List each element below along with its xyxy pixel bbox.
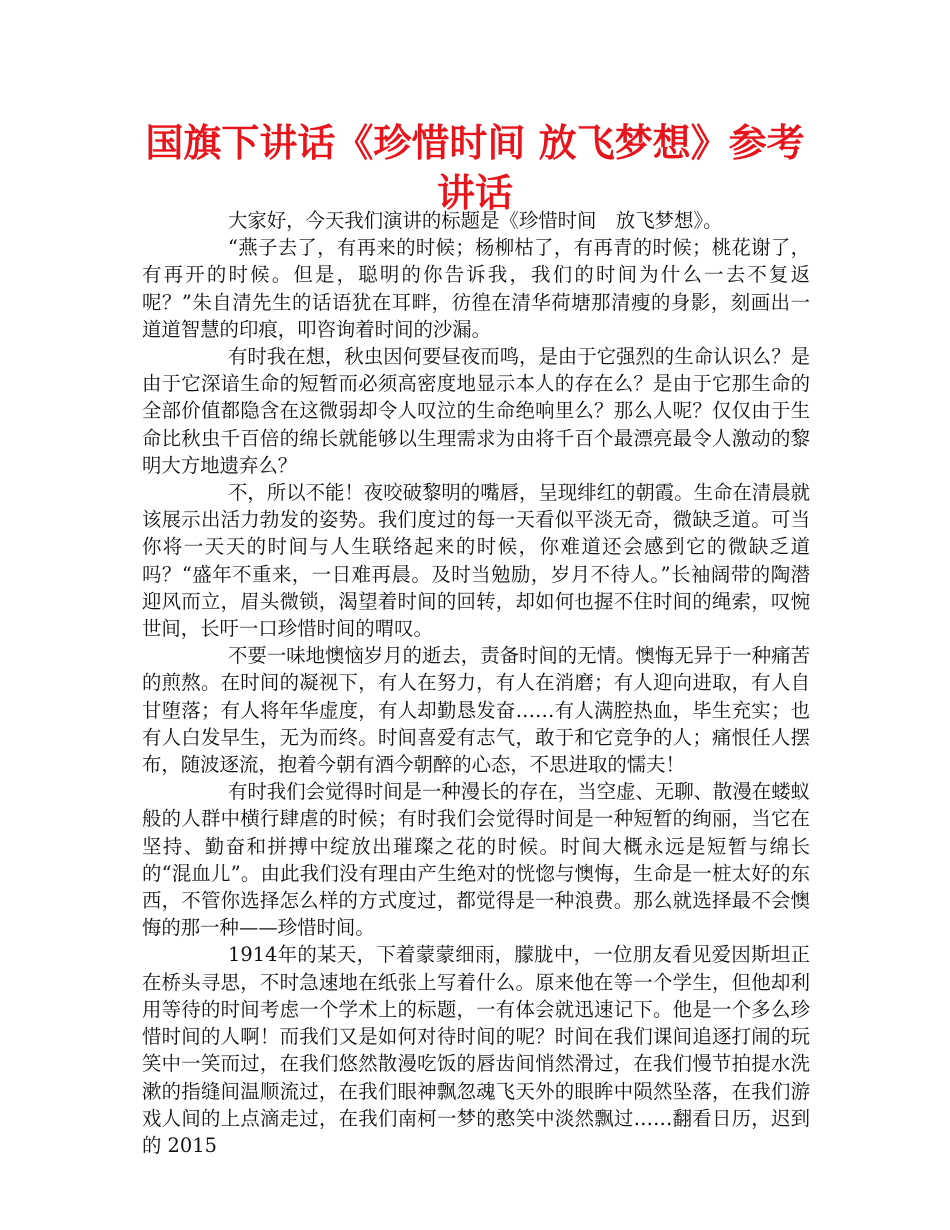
paragraph-regret: 不要一味地懊恼岁月的逝去，责备时间的无情。懊悔无异于一种痛苦的煎熬。在时间的凝视下，有人在努力，有人在消磨；有人迎向进取，有人自甘堕落；有人将年华虚度，有人却勤恳发奋……有人满腔热血，毕生充实；也有人白发早生，无为而终。时间喜爱有志气，敢于和它竞争的人；痛恨任人摆布，随波逐流，抱着今朝有酒今朝醉的心态，不思进取的懦夫！	[142, 644, 810, 777]
document-title: 国旗下讲话《珍惜时间 放飞梦想》参考讲话	[145, 121, 805, 215]
paragraph-einstein: 1914年的某天，下着蒙蒙细雨，朦胧中，一位朋友看见爱因斯坦正在桥头寻思，不时急速地在纸张上写着什么。原来他在等一个学生，但他却利用等待的时间考虑一个学术上的标题，一有体会就迅速记下。他是一个多么珍惜时间的人啊！而我们又是如何对待时间的呢？时间在我们课间追逐打闹的玩笑中一笑而过，在我们悠然散漫吃饭的唇齿间悄然滑过，在我们慢节拍提水洗漱的指缝间温顺流过，在我们眼神飘忽魂飞天外的眼眸中陨然坠落，在我们游戏人间的上点滴走过，在我们南柯一梦的憨笑中淡然飘过……翻看日历，迟到的 2015	[142, 943, 810, 1157]
paragraph-quote-zhu-ziqing: “燕子去了，有再来的时候；杨柳枯了，有再青的时候；桃花谢了，有再开的时候。但是，聪明的你告诉我，我们的时间为什么一去不复返呢？”朱自清先生的话语犹在耳畔，彷徨在清华荷塘那清瘦的身影，刻画出一道道智慧的印痕，叩咨询着时间的沙漏。	[142, 236, 810, 341]
paragraph-time-nature: 有时我们会觉得时间是一种漫长的存在，当空虚、无聊、散漫在蝼蚁般的人群中横行肆虐的时候；有时我们会觉得时间是一种短暂的绚丽，当它在坚持、勤奋和拼搏中绽放出璀璨之花的时候。时间大概永远是短暂与绵长的“混血儿”。由此我们没有理由产生绝对的恍惚与懊悔，生命是一桩太好的东西，不管你选择怎么样的方式度过，都觉得是一种浪费。那么就选择最不会懊悔的那一种——珍惜时间。	[142, 780, 810, 940]
document-body	[142, 207, 810, 1159]
paragraph-dawn: 不，所以不能！夜咬破黎明的嘴唇，呈现绯红的朝霞。生命在清晨就该展示出活力勃发的姿势。我们度过的每一天看似平淡无奇，微缺乏道。可当你将一天天的时间与人生联络起来的时候，你难道还会感到它的微缺乏道吗？“盛年不重来，一日难再晨。及时当勉励，岁月不待人。”长袖阔带的陶潜迎风而立，眉头微锁，渴望着时间的回转，却如何也握不住时间的绳索，叹惋世间，长吁一口珍惜时间的喟叹。	[142, 481, 810, 641]
paragraph-autumn-insect: 有时我在想，秋虫因何要昼夜而鸣，是由于它强烈的生命认识么？是由于它深谙生命的短暂而必须高密度地显示本人的存在么？是由于它那生命的全部价值都隐含在这微弱却令人叹泣的生命绝响里么？那么人呢？仅仅由于生命比秋虫千百倍的绵长就能够以生理需求为由将千百个最漂亮最令人激动的黎明大方地遗弃么？	[142, 345, 810, 477]
paragraph-greeting: 大家好，今天我们演讲的标题是《珍惜时间 放飞梦想》。	[228, 209, 723, 232]
